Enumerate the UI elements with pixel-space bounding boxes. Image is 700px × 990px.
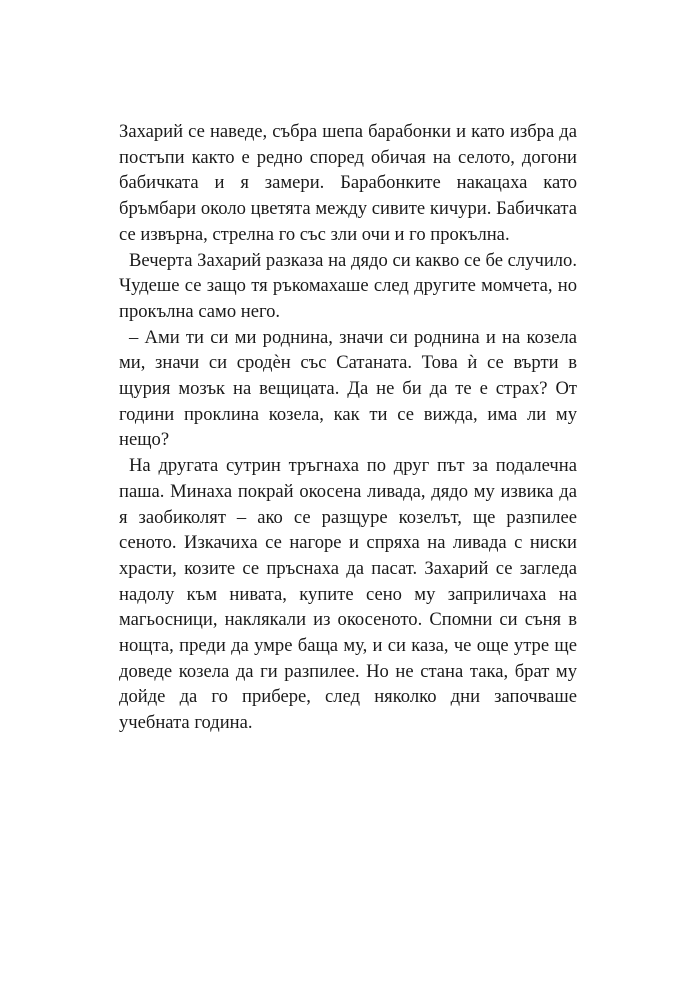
- paragraph-2: Вечерта Захарий разказа на дядо си какво се бе случило. Чудеше се защо тя ръкомахаше след другите момчета, но прокълна само него.: [119, 249, 577, 322]
- paragraph-3: – Ами ти си ми роднина, значи си роднина и на козела ми, значи си сродѐн със Сатаната. Това ѝ се върти в щурия мозък на вещицата. Да не би да те е страх? От години проклина козела, как ти се вижда, има ли му нещо?: [119, 326, 577, 451]
- paragraph-1: Захарий се наведе, събра шепа барабонки и като избра да постъпи както е редно според обичая на селото, догони бабичката и я замери. Барабонките накацаха като бръмбари около цветята между сивите кичури. Бабичката се извърна, стрелна го със зли очи и го прокълна.: [119, 121, 577, 245]
- page-body: [119, 119, 577, 736]
- paragraph-4: На другата сутрин тръгнаха по друг път за подалечна паша. Минаха покрай окосена ливада, дядо му извика да я заобиколят – ако се разщуре козелът, ще разпилее сеното. Изкачиха се нагоре и спряха на ливада с ниски храсти, козите се пръснаха да пасат. Захарий се загледа надолу към нивата, купите сено му заприличаха на магьосници, наклякали из окосеното. Спомни си съня в нощта, преди да умре баща му, и си каза, че още утре ще доведе козела да ги разпилее. Но не стана така, брат му дойде да го прибере, след няколко дни започваше учебната година.: [119, 455, 577, 734]
